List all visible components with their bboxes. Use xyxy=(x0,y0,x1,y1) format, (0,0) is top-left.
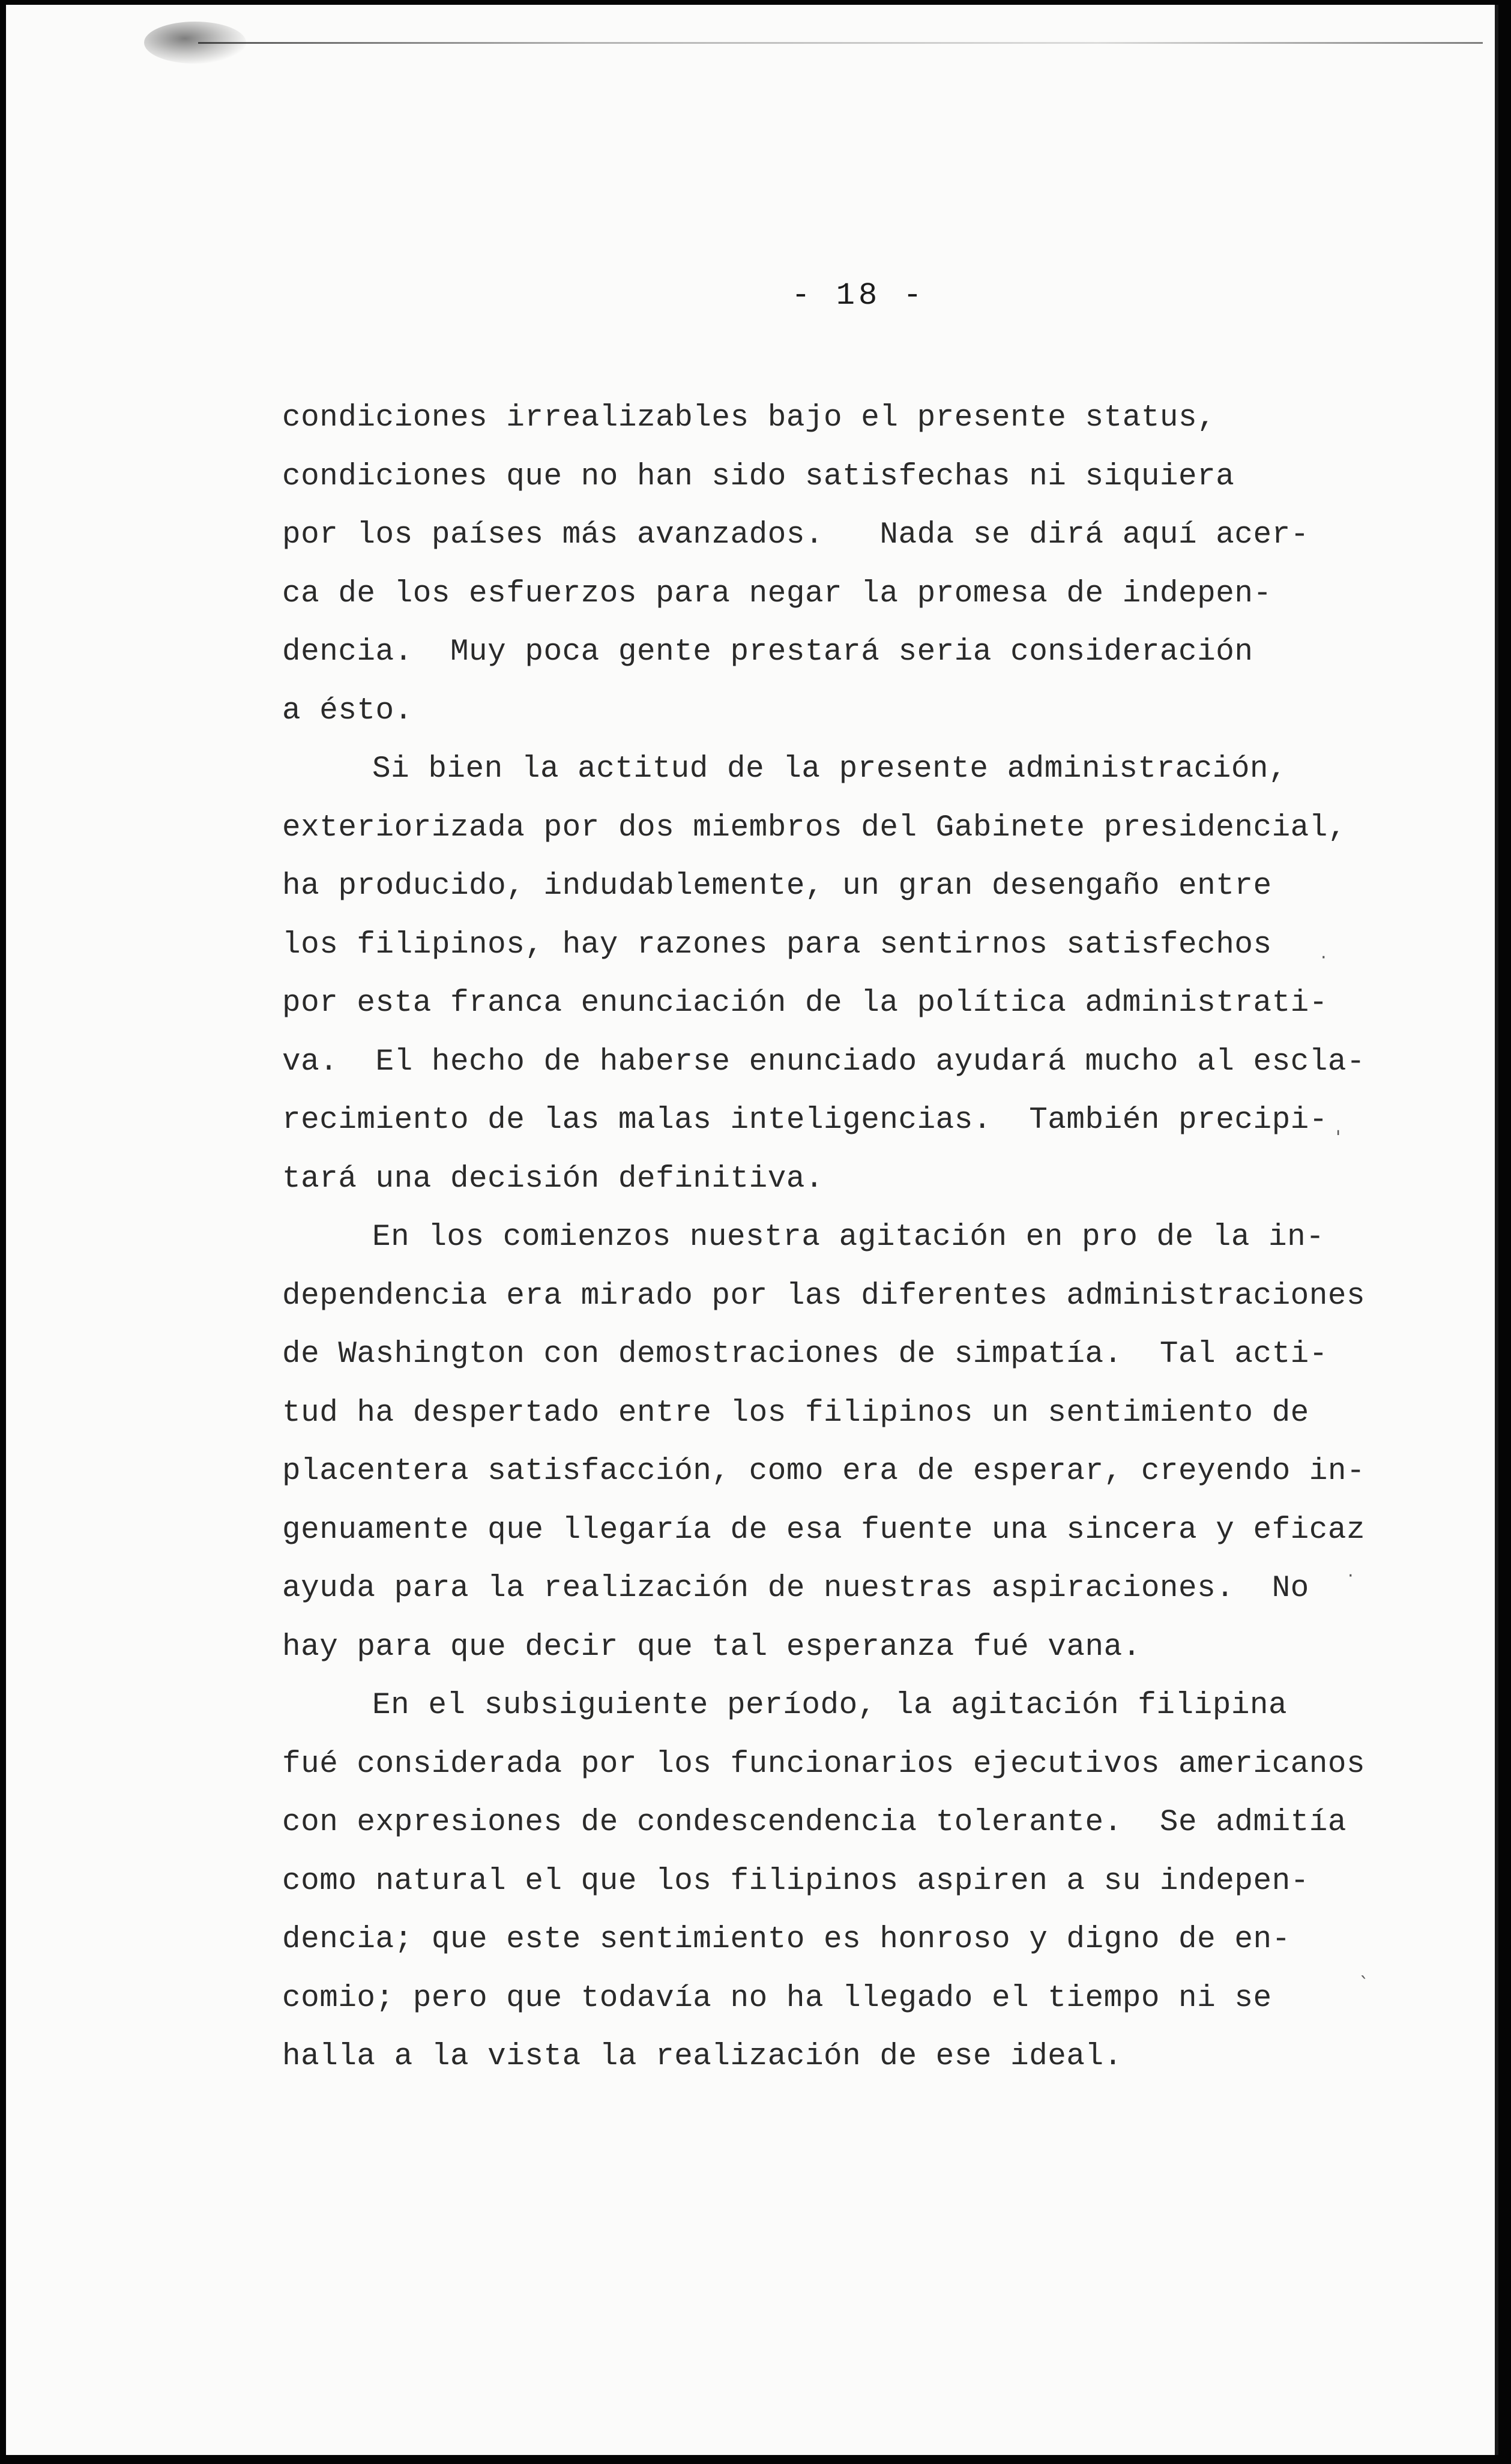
page-top-edge-line xyxy=(198,42,1483,44)
margin-tick: ' xyxy=(1336,1127,1341,1148)
text-line: condiciones que no han sido satisfechas ni siquiera xyxy=(282,459,1235,494)
text-line: halla a la vista la realización de ese ideal. xyxy=(282,2040,1123,2074)
paragraph xyxy=(282,740,1366,1208)
text-line: En los comienzos nuestra agitación en pro de la in- xyxy=(372,1220,1325,1255)
text-line: ca de los esfuerzos para negar la promesa de indepen- xyxy=(282,576,1272,611)
text-line: condiciones irrealizables bajo el presente status, xyxy=(282,401,1216,435)
text-line: los filipinos, hay razones para sentirnos satisfechos xyxy=(282,927,1272,962)
text-line: como natural el que los filipinos aspiren a su indepen- xyxy=(282,1864,1309,1899)
text-line: En el subsiguiente período, la agitación filipina xyxy=(372,1688,1288,1723)
text-line: fué considerada por los funcionarios ejecutivos americanos xyxy=(282,1747,1366,1782)
text-line: hay para que decir que tal esperanza fué vana. xyxy=(282,1630,1141,1664)
text-line: de Washington con demostraciones de simpatía. Tal acti- xyxy=(282,1337,1328,1372)
text-line: Si bien la actitud de la presente administración, xyxy=(372,752,1288,786)
text-line: tará una decisión definitiva. xyxy=(282,1161,824,1196)
text-line: dencia; que este sentimiento es honroso y digno de en- xyxy=(282,1923,1291,1957)
text-line: tud ha despertado entre los filipinos un sentimiento de xyxy=(282,1396,1309,1430)
text-line: ayuda para la realización de nuestras aspiraciones. No xyxy=(282,1571,1309,1606)
text-line: recimiento de las malas inteligencias. También precipi- xyxy=(282,1103,1328,1137)
paragraph xyxy=(282,1208,1366,1676)
body-text xyxy=(282,389,1366,2086)
text-line: genuamente que llegaría de esa fuente una sincera y eficaz xyxy=(282,1513,1366,1547)
paragraph xyxy=(282,1676,1366,2086)
paragraph xyxy=(282,389,1351,740)
text-line: exteriorizada por dos miembros del Gabinete presidencial, xyxy=(282,810,1347,845)
margin-dot: · xyxy=(1348,1565,1354,1586)
text-line: dencia. Muy poca gente prestará seria consideración xyxy=(282,635,1253,669)
text-line: dependencia era mirado por las diferentes administraciones xyxy=(282,1279,1366,1313)
text-line: a ésto. xyxy=(282,693,413,728)
text-line: por esta franca enunciación de la política administrati- xyxy=(282,986,1328,1020)
text-line: placentera satisfacción, como era de esperar, creyendo in- xyxy=(282,1454,1366,1489)
page-number: - 18 - xyxy=(791,278,926,313)
typewritten-page xyxy=(6,5,1498,2455)
text-line: por los países más avanzados. Nada se dirá aquí acer- xyxy=(282,518,1309,552)
text-line: comio; pero que todavía no ha llegado el tiempo ni se xyxy=(282,1981,1272,2016)
margin-tick: ` xyxy=(1360,1974,1369,1995)
text-line: con expresiones de condescendencia tolerante. Se admitía xyxy=(282,1806,1347,1840)
text-line: va. El hecho de haberse enunciado ayudará mucho al escla- xyxy=(282,1044,1366,1079)
margin-dot: · xyxy=(1321,947,1327,968)
text-line: ha producido, indudablemente, un gran desengaño entre xyxy=(282,869,1272,903)
